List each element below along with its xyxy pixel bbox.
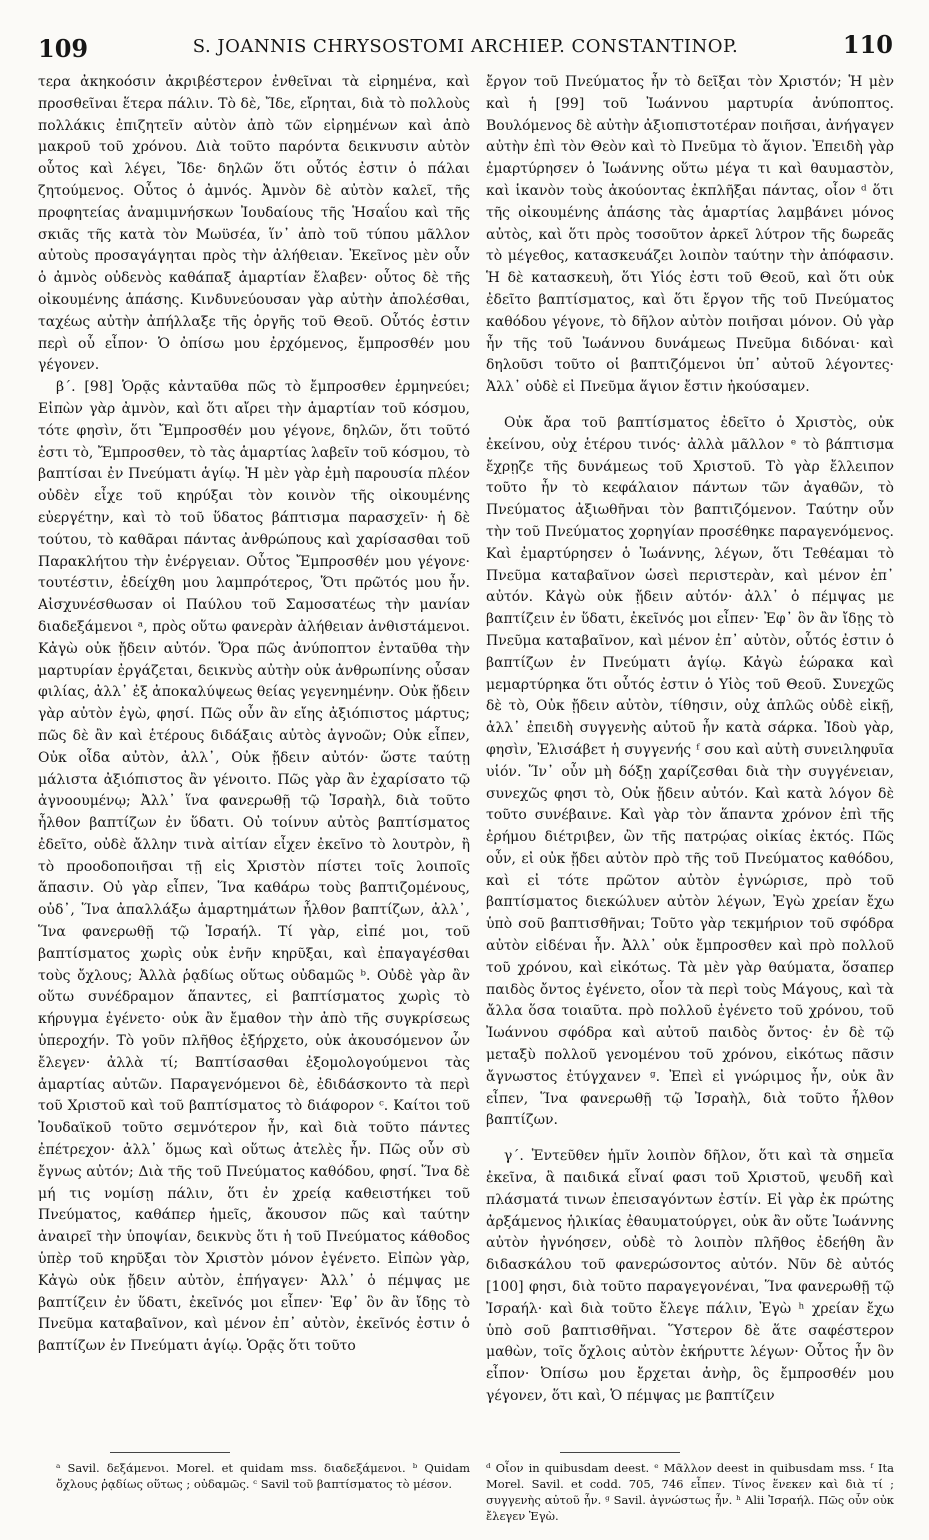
right-paragraph-3: γ΄. Ἐντεῦθεν ἡμῖν λοιπὸν δῆλον, ὅτι καὶ τὰ σημεῖα ἐκεῖνα, ἃ παιδικά εἶναί φασι τοῦ Χριστοῦ, ψευδῆ καὶ πλάσματά τινων ἐπεισαγόντων ἐστίν. Εἰ γὰρ ἐκ πρώτης ἀρξάμενος ἡλικίας ἐθαυματούργει, οὐκ ἂν οὔτε Ἰωάννης αὐτὸν ἠγνόησεν, οὐδὲ τὸ λοιπὸν πλῆθος ἐδεήθη ἂν διδασκάλου τοῦ φανερώσοντος αὐτόν. Νῦν δὲ αὐτός [100] φησι, διὰ τοῦτο παραγεγονέναι, Ἵνα φανερωθῇ τῷ Ἰσραήλ· καὶ διὰ τοῦτο ἔλεγε πάλιν, Ἐγὼ ʰ χρείαν ἔχω ὑπὸ σοῦ βαπτισθῆναι. Ὕστερον δὲ ἅτε σαφέστερον μαθὼν, τοῖς ὄχλοις αὐτὸν ἐκήρυττε λέγων· Οὗτος ἦν ὃν εἶπον· Ὀπίσω μου ἔρχεται ἀνὴρ, ὃς ἔμπροσθέν μου γέγονεν, ὅτι καὶ, Ὁ πέμψας με βαπτίζειν bbox=[486, 1148, 894, 1405]
page-number-right: 110 bbox=[842, 30, 893, 59]
footnote-text-left: ᵃ Savil. δεξάμενοι. Morel. et quidam mss. διαδεξάμενοι. ᵇ Quidam ὄχλους ῥᾳδίως οὕτως ; οὐδαμῶς. ᶜ Savil τοῦ βαπτίσματος τὸ μέσον. bbox=[56, 1461, 470, 1491]
right-column bbox=[486, 72, 894, 1452]
left-paragraph-1: τερα ἀκηκοόσιν ἀκριβέστερον ἐνθεῖναι τὰ εἰρημένα, καὶ προσθεῖναι ἕτερα πάλιν. Τὸ δὲ, Ἴδε, εἴρηται, διὰ τὸ πολλοὺς πολλάκις ἐπιζητεῖν αὐτὸν ἀπὸ τῶν εἰρημένων καὶ ἀπὸ μακροῦ τοῦ χρόνου. Διὰ τοῦτο παρόντα δεικνυσιν αὐτὸν οὗτος καὶ λέγει, Ἴδε· δηλῶν ὅτι οὗτός ἐστιν ὁ πάλαι ζητούμενος. Οὗτος ὁ ἀμνός. Ἀμνὸν δὲ αὐτὸν καλεῖ, τῆς προφητείας ἀναμιμνήσκων Ἰουδαίους τῆς Ἡσαΐου καὶ τῆς σκιᾶς τῆς κατὰ τὸν Μωϋσέα, ἵν᾽ ἀπὸ τοῦ τύπου μᾶλλον αὐτοὺς προσαγάγηται πρὸς τὴν ἀλήθειαν. Ἐκεῖνος μὲν οὖν ὁ ἀμνὸς οὐδενὸς καθάπαξ ἁμαρτίαν ἔλαβεν· οὗτος δὲ τῆς οἰκουμένης ἁπάσης. Κινδυνεύουσαν γὰρ αὐτὴν ἀπολέσθαι, ταχέως αὐτὴν ἀπήλλαξε τῆς ὀργῆς τοῦ Θεοῦ. Οὗτός ἐστιν περὶ οὗ εἶπον· Ὁ ὀπίσω μου ἐρχόμενος, ἔμπροσθέν μου γέγονεν. bbox=[38, 74, 470, 374]
left-column bbox=[38, 72, 470, 1452]
page-number-left: 109 bbox=[38, 34, 89, 63]
right-paragraph-1: ἔργον τοῦ Πνεύματος ἦν τὸ δεῖξαι τὸν Χριστόν; Ἡ μὲν καὶ ἡ [99] τοῦ Ἰωάννου μαρτυρία ἀνύποπτος. Βουλόμενος δὲ αὐτὴν ἀξιοπιστοτέραν ποιῆσαι, ἀνήγαγεν αὐτὴν ἐπὶ τὸν Θεὸν καὶ τὸ Πνεῦμα τὸ ἅγιον. Ἐπειδὴ γὰρ ἐμαρτύρησεν ὁ Ἰωάννης οὕτω μέγα τι καὶ θαυμαστὸν, καὶ ἱκανὸν τοὺς ἀκούοντας ἐκπλῆξαι πάντας, οἷον ᵈ ὅτι τῆς οἰκουμένης ἁπάσης τὰς ἁμαρτίας λαμβάνει μόνος αὐτὸς, καὶ ὅτι πρὸς τοσοῦτον ἀρκεῖ λύτρον τῆς δωρεᾶς τὸ μέγεθος, κατασκευάζει λοιπὸν ταύτην τὴν ἀπόφασιν. Ἡ δὲ κατασκευὴ, ὅτι Υἱός ἐστι τοῦ Θεοῦ, καὶ ὅτι οὐκ ἐδεῖτο βαπτίσματος, καὶ ὅτι ἔργον τῆς τοῦ Πνεύματος καθόδου γέγονε, τὸ δῆλον αὐτὸν ποιῆσαι μόνον. Οὐ γὰρ ἦν τῆς τοῦ Ἰωάννου δυνάμεως Πνεῦμα διδόναι· καὶ δηλοῦσι τοῦτο οἱ βαπτιζόμενοι ὑπ᾽ αὐτοῦ λέγοντες· Ἀλλ᾽ οὐδὲ εἰ Πνεῦμα ἅγιον ἔστιν ἠκούσαμεν. bbox=[486, 74, 894, 396]
footnote-rule-left bbox=[110, 1452, 230, 1453]
footnotes-left bbox=[56, 1460, 470, 1492]
footnote-text-right: ᵈ Οἷον in quibusdam deest. ᵉ Μᾶλλον deest in quibusdam mss. ᶠ Ita Morel. Savil. et codd. 705, 746 εἶπεν. Τίνος ἕνεκεν καὶ διὰ τί ; συγγενὴς αὐτοῦ ἦν. ᵍ Savil. ἀγνώστως ἦν. ʰ Alii Ἰσραήλ. Πῶς οὖν οὐκ ἔλεγεν Ἐγὼ. bbox=[486, 1461, 894, 1523]
page-header bbox=[38, 30, 893, 64]
running-title: S. JOANNIS CHRYSOSTOMI ARCHIEP. CONSTANTINOP. bbox=[192, 36, 739, 57]
footnotes-right bbox=[486, 1460, 894, 1524]
right-paragraph-2: Οὐκ ἄρα τοῦ βαπτίσματος ἐδεῖτο ὁ Χριστὸς, οὐκ ἐκείνου, οὐχ ἑτέρου τινός· ἀλλὰ μᾶλλον ᵉ τὸ βάπτισμα ἔχρῃζε τῆς δυνάμεως τοῦ Χριστοῦ. Τὸ γὰρ ἔλλειπον τοῦτο ἦν τὸ κεφάλαιον πάντων τῶν ἀγαθῶν, τὸ Πνεύματος ἀξιωθῆναι τὸν βαπτιζόμενον. Ταύτην οὖν τὴν τοῦ Πνεύματος χορηγίαν προσέθηκε παραγενόμενος. Καὶ ἐμαρτύρησεν ὁ Ἰωάννης, λέγων, ὅτι Τεθέαμαι τὸ Πνεῦμα καταβαῖνον ὡσεὶ περιστερὰν, καὶ μένον ἐπ᾽ αὐτόν. Κἀγὼ οὐκ ᾔδειν αὐτόν· ἀλλ᾽ ὁ πέμψας με βαπτίζειν ἐν ὕδατι, ἐκεῖνός μοι εἶπεν· Ἐφ᾽ ὃν ἂν ἴδῃς τὸ Πνεῦμα καταβαῖνον, καὶ μένον ἐπ᾽ αὐτὸν, οὗτός ἐστιν ὁ βαπτίζων ἐν Πνεύματι ἁγίῳ. Κἀγὼ ἑώρακα καὶ μεμαρτύρηκα ὅτι οὗτός ἐστιν ὁ Υἱὸς τοῦ Θεοῦ. Συνεχῶς δὲ τὸ, Οὐκ ᾔδειν αὐτὸν, τίθησιν, οὐχ ἁπλῶς οὐδὲ εἰκῇ, ἀλλ᾽ ἐπειδὴ συγγενὴς αὐτοῦ ἦν κατὰ σάρκα. Ἰδοὺ γὰρ, φησὶν, Ἐλισάβετ ἡ συγγενής ᶠ σου καὶ αὐτὴ συνειληφυῖα υἱόν. Ἵν᾽ οὖν μὴ δόξῃ χαρίζεσθαι διὰ τὴν συγγένειαν, συνεχῶς φησι τὸ, Οὐκ ᾔδειν αὐτόν. Καὶ κατὰ λόγον δὲ τοῦτο συνέβαινε. Καὶ γὰρ τὸν ἅπαντα χρόνον ἐπὶ τῆς ἐρήμου διέτριβεν, ὢν τῆς πατρῴας οἰκίας ἐκτός. Πῶς οὖν, εἰ οὐκ ᾔδει αὐτὸν πρὸ τῆς τοῦ Πνεύματος καθόδου, καὶ εἰ τότε πρῶτον αὐτὸν ἐγνώρισε, πρὸ τοῦ βαπτίσματος διεκώλυεν αὐτὸν λέγων, Ἐγὼ χρείαν ἔχω ὑπὸ σοῦ βαπτισθῆναι; Τοῦτο γὰρ τεκμήριον τοῦ σφόδρα αὐτὸν εἰδέναι ἦν. Ἀλλ᾽ οὐκ ἔμπροσθεν καὶ πρὸ πολλοῦ τοῦ χρόνου, καὶ εἰκότως. Τὰ μὲν γὰρ θαύματα, ὅσαπερ παιδὸς ὄντος ἐγένετο, οἷον τὰ περὶ τοὺς Μάγους, καὶ τὰ ἄλλα ὅσα τοιαῦτα. πρὸ πολλοῦ ἐγένετο τοῦ χρόνου, τοῦ Ἰωάννου σφόδρα καὶ αὐτοῦ παιδὸς ὄντος· ἐν δὲ τῷ μεταξὺ πολλοῦ γενομένου τοῦ χρόνου, εἰκότως πᾶσιν ἄγνωστος ἐτύγχανεν ᵍ. Ἐπεὶ εἰ γνώριμος ἦν, οὐκ ἂν εἶπεν, Ἵνα φανερωθῇ τῷ Ἰσραὴλ, διὰ τοῦτο ἦλθον βαπτίζων. bbox=[486, 414, 894, 1129]
left-paragraph-2: β΄. [98] Ὁρᾷς κἀνταῦθα πῶς τὸ ἔμπροσθεν ἑρμηνεύει; Εἰπὼν γὰρ ἀμνὸν, καὶ ὅτι αἴρει τὴν ἁμαρτίαν τοῦ κόσμου, τότε φησὶν, ὅτι Ἔμπροσθέν μου γέγονε, δηλῶν, ὅτι τοῦτό ἐστι τὸ, Ἔμπροσθεν, τὸ τὰς ἁμαρτίας λαβεῖν τοῦ κόσμου, τὸ βαπτίσαι ἐν Πνεύματι ἁγίῳ. Ἡ μὲν γὰρ ἐμὴ παρουσία πλέον οὐδὲν εἶχε τοῦ κηρύξαι τὸν κοινὸν τῆς οἰκουμένης εὐεργέτην, καὶ τὸ τοῦ ὕδατος βάπτισμα παρασχεῖν· ἡ δὲ τούτου, τὸ καθᾶραι πάντας ἀνθρώπους καὶ χαρίσασθαι τοῦ Παρακλήτου τὴν ἐνέργειαν. Οὗτος Ἔμπροσθέν μου γέγονε· τουτέστιν, ἐδείχθη μου λαμπρότερος, Ὅτι πρῶτός μου ἦν. Αἰσχυνέσθωσαν οἱ Παύλου τοῦ Σαμοσατέως τὴν μανίαν διαδεξάμενοι ᵃ, πρὸς οὕτω φανερὰν ἀλήθειαν ἀνθιστάμενοι. Κἀγὼ οὐκ ᾔδειν αὐτόν. Ὅρα πῶς ἀνύποπτον ἐνταῦθα τὴν μαρτυρίαν ἐργάζεται, δεικνὺς αὐτὴν οὐκ ἀνθρωπίνης οὖσαν φιλίας, ἀλλ᾽ ἐξ ἀποκαλύψεως θείας γεγενημένην. Οὐκ ᾔδειν γὰρ αὐτὸν ἐγὼ, φησί. Πῶς οὖν ἂν εἴης ἀξιόπιστος μάρτυς; πῶς δὲ ἂν καὶ ἑτέρους διδάξαις αὐτὸς ἀγνοῶν; Οὐκ εἶπεν, Οὐκ οἶδα αὐτὸν, ἀλλ᾽, Οὐκ ᾔδειν αὐτόν· ὥστε ταύτῃ μάλιστα ἀξιόπιστος ἂν γένοιτο. Πῶς γὰρ ἂν ἐχαρίσατο τῷ ἀγνοουμένῳ; Ἀλλ᾽ ἵνα φανερωθῇ τῷ Ἰσραὴλ, διὰ τοῦτο ἦλθον βαπτίζων ἐν ὕδατι. Οὐ τοίνυν αὐτὸς βαπτίσματος ἐδεῖτο, οὐδὲ ἄλλην τινὰ αἰτίαν εἶχεν ἐκεῖνο τὸ λουτρὸν, ἢ τὸ προοδοποιῆσαι τῇ εἰς Χριστὸν πίστει τοῖς λοιποῖς ἅπασιν. Οὐ γὰρ εἶπεν, Ἵνα καθάρω τοὺς βαπτιζομένους, οὐδ᾽, Ἵνα ἀπαλλάξω ἁμαρτημάτων ἦλθον βαπτίζων, ἀλλ᾽, Ἵνα φανερωθῇ τῷ Ἰσραήλ. Τί γὰρ, εἰπέ μοι, τοῦ βαπτίσματος χωρὶς οὐκ ἐνῆν κηρῦξαι, καὶ ἐπαγαγέσθαι τοὺς ὄχλους; Ἀλλὰ ῥᾳδίως οὕτως οὐδαμῶς ᵇ. Οὐδὲ γὰρ ἂν οὕτω συνέδραμον ἅπαντες, εἰ βαπτίσματος χωρὶς τὸ κήρυγμα ἐγένετο· οὐκ ἂν ἔμαθον τὴν ἀπὸ τῆς συγκρίσεως ὑπεροχήν. Τὸ γοῦν πλῆθος ἐξήρχετο, οὐκ ἀκουσόμενον ὧν ἔλεγεν· ἀλλὰ τί; Βαπτίσασθαι ἐξομολογούμενοι τὰς ἁμαρτίας αὐτῶν. Παραγενόμενοι δὲ, ἐδιδάσκοντο τὰ περὶ τοῦ Χριστοῦ καὶ τοῦ βαπτίσματος τὸ διάφορον ᶜ. Καίτοι τοῦ Ἰουδαϊκοῦ τοῦτο σεμνότερον ἦν, καὶ διὰ τοῦτο πάντες ἐπέτρεχον· ἀλλ᾽ ὅμως καὶ οὕτως ἀτελὲς ἦν. Πῶς οὖν σὺ ἔγνως αὐτόν; Διὰ τῆς τοῦ Πνεύματος καθόδου, φησί. Ἵνα δὲ μή τις νομίσῃ πάλιν, ὅτι ἐν χρείᾳ καθειστήκει τοῦ Πνεύματος, καθάπερ ἡμεῖς, ἄκουσον πῶς καὶ ταύτην ἀναιρεῖ τὴν ὑποψίαν, δεικνὺς ὅτι ἡ τοῦ Πνεύματος κάθοδος ὑπὲρ τοῦ κηρῦξαι τὸν Χριστὸν μόνον ἐγένετο. Εἰπὼν γὰρ, Κἀγὼ οὐκ ᾔδειν αὐτὸν, ἐπήγαγεν· Ἀλλ᾽ ὁ πέμψας με βαπτίζειν ἐν ὕδατι, ἐκεῖνός μοι εἶπεν· Ἐφ᾽ ὃν ἂν ἴδῃς τὸ Πνεῦμα καταβαῖνον, καὶ μένον ἐπ᾽ αὐτὸν, ἐκεῖνός ἐστιν ὁ βαπτίζων ἐν Πνεύματι ἁγίῳ. Ὁρᾷς ὅτι τοῦτο bbox=[38, 379, 470, 1355]
footnote-rule-right bbox=[560, 1452, 680, 1453]
